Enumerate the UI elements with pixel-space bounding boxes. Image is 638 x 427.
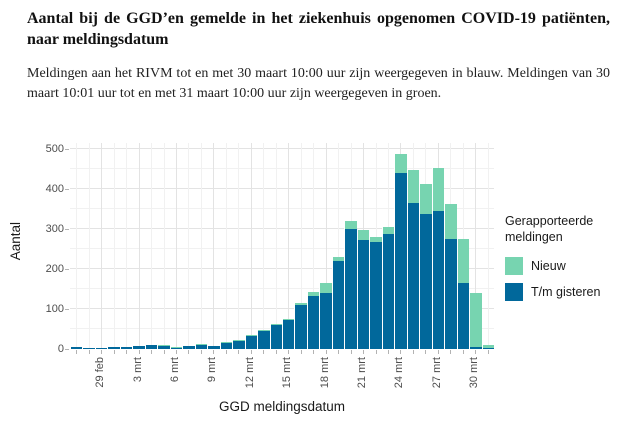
bar-17-mrt — [307, 292, 319, 349]
gridline-x-10-mrt — [226, 143, 227, 349]
bar-segment-nieuw — [408, 170, 419, 203]
bar-14-mrt — [270, 324, 282, 349]
x-tick-mark-29-feb — [101, 350, 102, 354]
legend — [505, 213, 635, 309]
bar-segment-nieuw — [470, 293, 481, 347]
y-tick-label-500: 500 — [45, 143, 64, 155]
bar-18-mrt — [319, 283, 331, 349]
bar-5-mrt — [157, 345, 169, 349]
bar-segment-tm-gisteren — [370, 242, 381, 349]
x-tick-mark-18-mrt — [326, 350, 327, 354]
bar-segment-nieuw — [320, 283, 331, 293]
x-tick-label-21-mrt: 21 mrt — [356, 357, 369, 389]
y-tick-mark-200 — [65, 269, 69, 270]
x-tick-mark-20-mrt — [351, 350, 352, 354]
gridline-y-500 — [70, 148, 494, 149]
x-tick-label-3-mrt: 3 mrt — [131, 357, 144, 383]
y-tick-mark-500 — [65, 149, 69, 150]
gridline-x-27-feb — [76, 143, 77, 349]
gridline-x-2-mrt — [126, 143, 127, 349]
y-tick-label-200: 200 — [45, 263, 64, 275]
gridline-x-13-mrt — [263, 143, 264, 349]
gridline-x-1-mrt — [114, 143, 115, 349]
page-subtitle: Meldingen aan het RIVM tot en met 30 maart 10:00 uur zijn weergegeven in blauw. Meldingen van 30 maart 10:01 uur tot en met 31 maart 10:00 uur zijn weergegeven in groen. — [27, 66, 610, 101]
x-tick-mark-29-mrt — [463, 350, 464, 354]
x-axis-title: GGD meldingsdatum — [218, 399, 346, 414]
gridline-x-9-mrt — [213, 143, 214, 349]
bar-segment-tm-gisteren — [158, 346, 169, 349]
bar-segment-tm-gisteren — [108, 347, 119, 349]
bar-30-mrt — [469, 293, 481, 349]
bar-segment-tm-gisteren — [433, 211, 444, 349]
x-tick-mark-19-mrt — [338, 350, 339, 354]
legend-label: Nieuw — [531, 259, 566, 273]
gridline-x-6-mrt — [176, 143, 177, 349]
bar-7-mrt — [182, 346, 194, 349]
bar-10-mrt — [220, 342, 232, 349]
x-tick-mark-11-mrt — [238, 350, 239, 354]
bar-segment-tm-gisteren — [320, 293, 331, 349]
y-tick-label-0: 0 — [57, 343, 64, 355]
x-tick-label-18-mrt: 18 mrt — [318, 357, 331, 389]
bar-segment-tm-gisteren — [233, 341, 244, 349]
bar-19-mrt — [332, 257, 344, 349]
x-tick-mark-12-mrt — [251, 350, 252, 354]
y-axis-title: Aantal — [8, 222, 23, 261]
bar-segment-tm-gisteren — [283, 320, 294, 349]
gridline-x-14-mrt — [276, 143, 277, 349]
bar-segment-tm-gisteren — [121, 347, 132, 349]
bar-segment-tm-gisteren — [383, 234, 394, 349]
gridline-x-3-mrt — [139, 143, 140, 349]
bar-20-mrt — [344, 221, 356, 349]
x-tick-label-15-mrt: 15 mrt — [281, 357, 294, 389]
bar-segment-tm-gisteren — [183, 346, 194, 349]
bar-12-mrt — [245, 335, 257, 349]
y-tick-label-400: 400 — [45, 183, 64, 195]
bar-22-mrt — [369, 237, 381, 349]
bar-segment-tm-gisteren — [295, 305, 306, 349]
bar-6-mrt — [170, 347, 182, 349]
x-tick-mark-4-mrt — [151, 350, 152, 354]
x-tick-label-24-mrt: 24 mrt — [393, 357, 406, 389]
bar-segment-tm-gisteren — [408, 203, 419, 349]
bar-8-mrt — [195, 344, 207, 349]
legend-items — [505, 257, 635, 301]
bar-26-mrt — [419, 184, 431, 349]
legend-item-nieuw — [505, 257, 635, 275]
y-tick-label-300: 300 — [45, 223, 64, 235]
bar-segment-tm-gisteren — [271, 325, 282, 349]
x-tick-mark-26-mrt — [425, 350, 426, 354]
bar-segment-tm-gisteren — [345, 229, 356, 349]
bar-25-mrt — [407, 170, 419, 349]
bar-2-mrt — [120, 347, 132, 349]
x-tick-mark-14-mrt — [276, 350, 277, 354]
gridline-x-28-feb — [89, 143, 90, 349]
bar-segment-nieuw — [383, 227, 394, 234]
bar-24-mrt — [394, 154, 406, 349]
x-tick-mark-5-mrt — [164, 350, 165, 354]
bar-segment-tm-gisteren — [133, 346, 144, 349]
bar-21-mrt — [357, 230, 369, 349]
x-tick-mark-21-mrt — [363, 350, 364, 354]
legend-item-t-m-gisteren — [505, 283, 635, 301]
bar-16-mrt — [294, 303, 306, 349]
bar-segment-tm-gisteren — [308, 296, 319, 349]
gridline-x-29-feb — [101, 143, 102, 349]
bar-segment-tm-gisteren — [483, 348, 494, 349]
x-tick-label-12-mrt: 12 mrt — [243, 357, 256, 389]
bar-9-mrt — [207, 346, 219, 349]
bar-15-mrt — [282, 319, 294, 349]
x-tick-mark-1-mrt — [114, 350, 115, 354]
bar-segment-tm-gisteren — [470, 347, 481, 349]
bar-segment-nieuw — [433, 168, 444, 210]
x-tick-mark-25-mrt — [413, 350, 414, 354]
page-title: Aantal bij de GGD’en gemelde in het ziekenhuis opgenomen COVID-19 patiënten, naar meldingsdatum — [27, 10, 610, 48]
bar-23-mrt — [382, 227, 394, 349]
legend-swatch — [505, 283, 523, 301]
bar-28-feb — [82, 348, 94, 349]
plot-panel — [70, 143, 494, 349]
gridline-x-8-mrt — [201, 143, 202, 349]
bar-segment-tm-gisteren — [208, 346, 219, 349]
bar-segment-tm-gisteren — [445, 239, 456, 349]
gridline-x-31-mrt — [488, 143, 489, 349]
bar-segment-tm-gisteren — [358, 240, 369, 349]
bar-27-mrt — [432, 168, 444, 349]
bar-segment-nieuw — [445, 204, 456, 239]
x-tick-label-27-mrt: 27 mrt — [430, 357, 443, 389]
bar-segment-nieuw — [458, 239, 469, 284]
y-tick-mark-0 — [65, 349, 69, 350]
bar-29-feb — [95, 348, 107, 349]
bar-segment-tm-gisteren — [458, 283, 469, 349]
bar-28-mrt — [444, 204, 456, 349]
bar-segment-tm-gisteren — [395, 173, 406, 349]
bar-1-mrt — [107, 347, 119, 349]
bar-segment-nieuw — [345, 221, 356, 229]
bar-segment-tm-gisteren — [83, 348, 94, 349]
x-tick-mark-28-feb — [89, 350, 90, 354]
bar-segment-tm-gisteren — [146, 345, 157, 349]
bar-segment-nieuw — [358, 230, 369, 240]
x-tick-mark-27-feb — [76, 350, 77, 354]
gridline-y-minor-450 — [70, 168, 494, 169]
bar-segment-nieuw — [420, 184, 431, 214]
bar-31-mrt — [482, 345, 494, 349]
gridline-x-12-mrt — [251, 143, 252, 349]
bar-segment-tm-gisteren — [71, 347, 82, 349]
x-tick-label-9-mrt: 9 mrt — [206, 357, 219, 383]
x-tick-mark-3-mrt — [139, 350, 140, 354]
x-tick-label-29-feb: 29 feb — [94, 357, 107, 388]
bar-segment-tm-gisteren — [196, 345, 207, 349]
gridline-x-11-mrt — [238, 143, 239, 349]
x-tick-mark-27-mrt — [438, 350, 439, 354]
bar-segment-tm-gisteren — [258, 331, 269, 349]
x-tick-label-6-mrt: 6 mrt — [169, 357, 181, 383]
y-tick-label-100: 100 — [45, 303, 64, 315]
bar-segment-nieuw — [395, 154, 406, 173]
bar-11-mrt — [232, 340, 244, 349]
bar-13-mrt — [257, 330, 269, 349]
x-tick-mark-6-mrt — [176, 350, 177, 354]
bar-29-mrt — [457, 239, 469, 349]
x-tick-mark-15-mrt — [288, 350, 289, 354]
bar-segment-tm-gisteren — [333, 261, 344, 349]
y-tick-mark-400 — [65, 189, 69, 190]
bar-3-mrt — [132, 346, 144, 349]
x-tick-mark-16-mrt — [301, 350, 302, 354]
x-tick-mark-22-mrt — [376, 350, 377, 354]
bar-segment-tm-gisteren — [420, 214, 431, 349]
x-tick-mark-13-mrt — [263, 350, 264, 354]
x-tick-mark-17-mrt — [313, 350, 314, 354]
y-tick-mark-100 — [65, 309, 69, 310]
x-tick-label-30-mrt: 30 mrt — [468, 357, 481, 389]
legend-label: T/m gisteren — [531, 285, 601, 299]
gridline-x-4-mrt — [151, 143, 152, 349]
gridline-x-5-mrt — [164, 143, 165, 349]
x-tick-mark-30-mrt — [475, 350, 476, 354]
bar-segment-tm-gisteren — [221, 343, 232, 349]
y-tick-mark-300 — [65, 229, 69, 230]
x-tick-mark-28-mrt — [450, 350, 451, 354]
bar-segment-tm-gisteren — [96, 348, 107, 349]
gridline-x-7-mrt — [188, 143, 189, 349]
x-tick-mark-2-mrt — [126, 350, 127, 354]
gridline-x-15-mrt — [288, 143, 289, 349]
legend-title: Gerapporteerde meldingen — [505, 214, 594, 244]
x-tick-mark-31-mrt — [488, 350, 489, 354]
bar-4-mrt — [145, 345, 157, 349]
x-tick-mark-23-mrt — [388, 350, 389, 354]
bar-segment-tm-gisteren — [171, 348, 182, 349]
x-tick-mark-9-mrt — [213, 350, 214, 354]
legend-swatch — [505, 257, 523, 275]
x-tick-mark-7-mrt — [188, 350, 189, 354]
bar-segment-tm-gisteren — [246, 336, 257, 349]
x-tick-mark-24-mrt — [400, 350, 401, 354]
bar-27-feb — [70, 347, 82, 349]
x-tick-mark-10-mrt — [226, 350, 227, 354]
x-tick-mark-8-mrt — [201, 350, 202, 354]
